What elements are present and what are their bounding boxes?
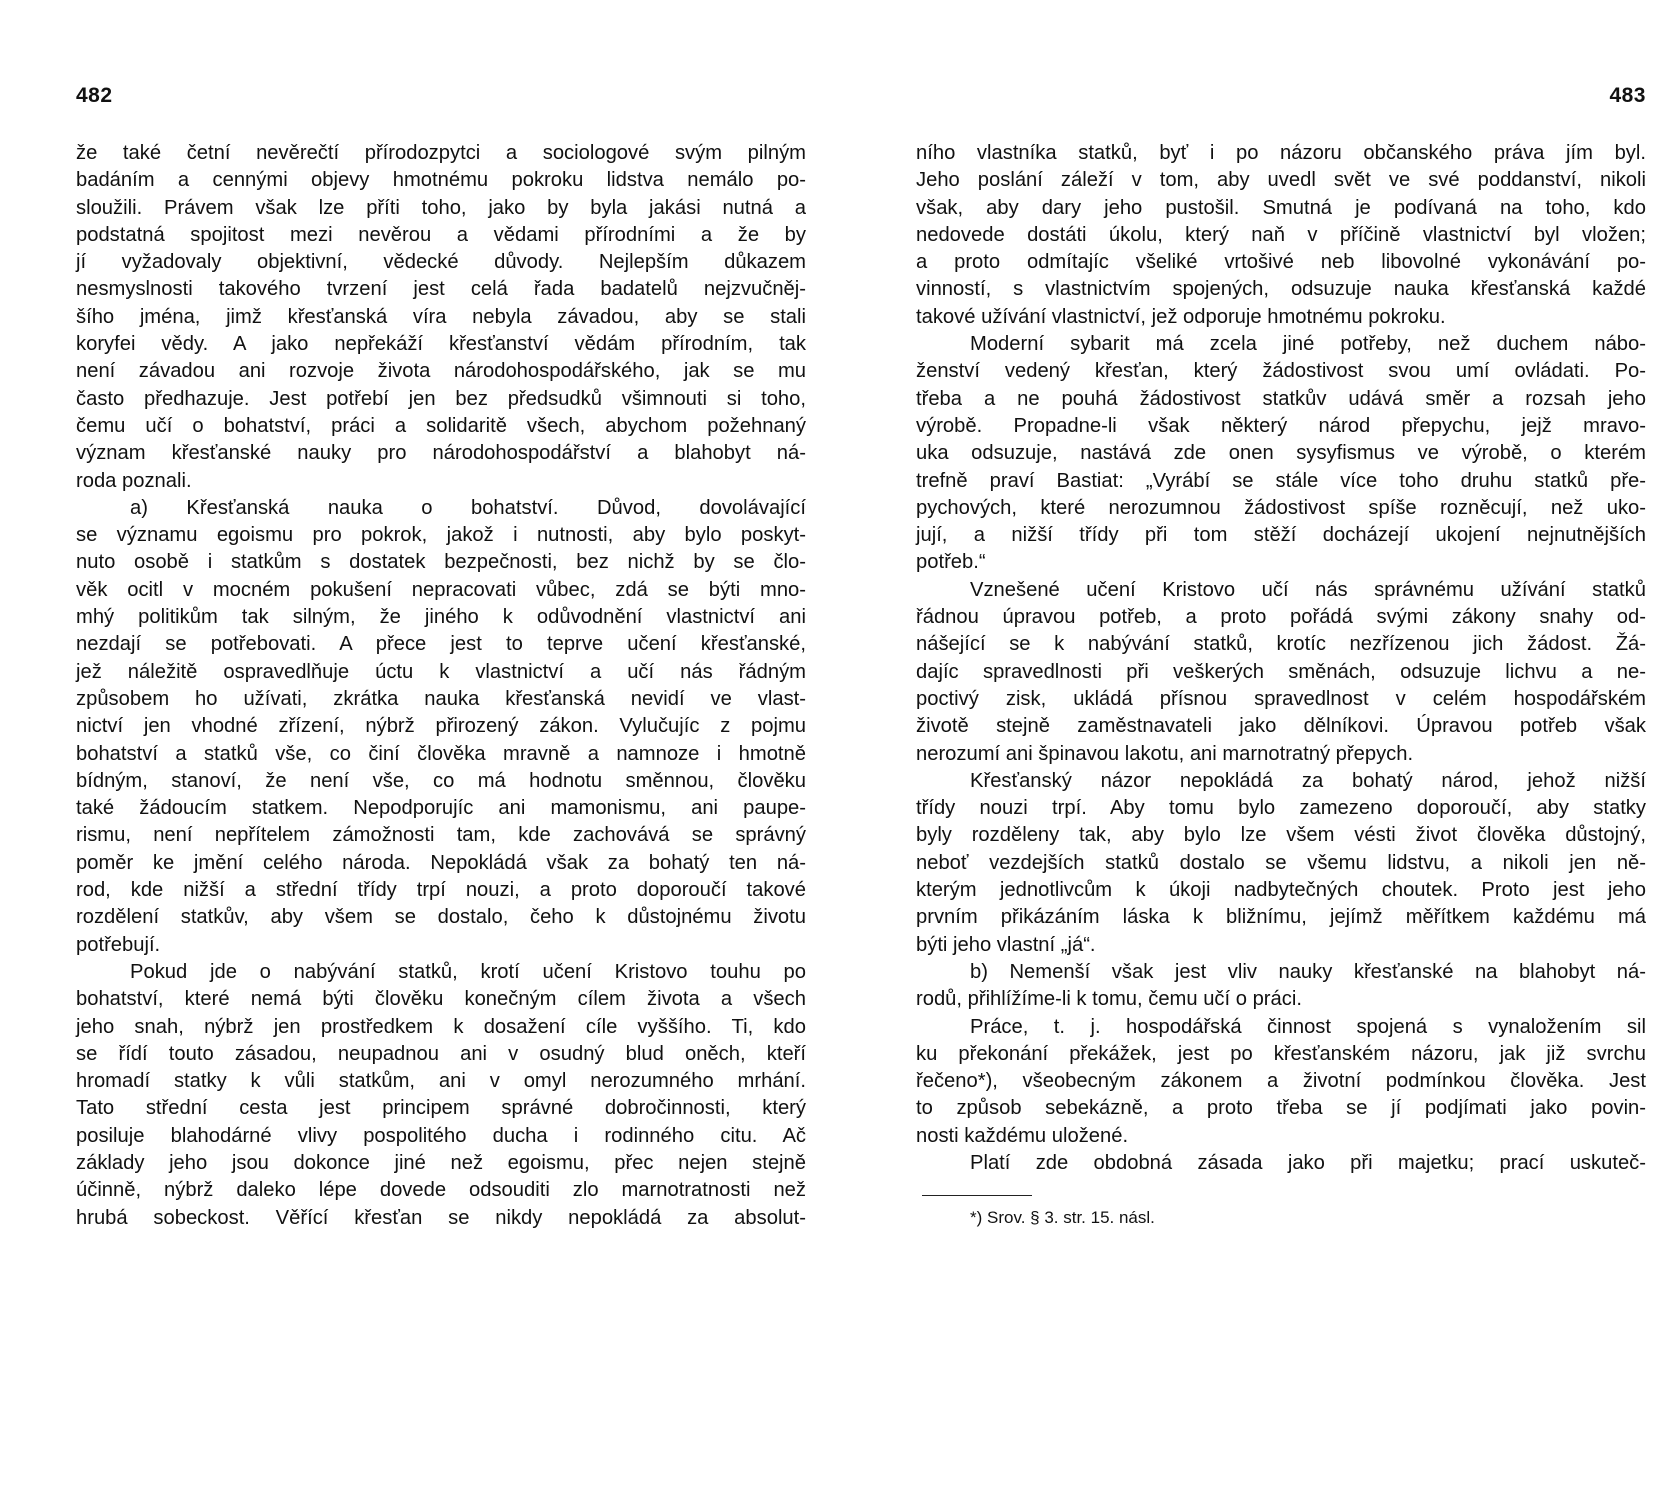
text-line: to způsob sebekázně, a proto třeba se jí podjímati jako povin-	[916, 1097, 1646, 1120]
text-line: třídy nouzi trpí. Aby tomu bylo zamezeno doporoučí, aby statky	[916, 797, 1646, 820]
text-line: význam křesťanské nauky pro národohospodářství a blahobyt ná-	[76, 442, 806, 465]
text-line: rod, kde nižší a střední třídy trpí nouzi, a proto doporoučí takové	[76, 879, 806, 902]
text-line: se řídí touto zásadou, neupadnou ani v osudný blud oněch, kteří	[76, 1042, 806, 1065]
text-line: roda poznali.	[76, 469, 192, 492]
text-line: nedovede dostáti úkolu, který naň v příčině vlastnictví byl vložen;	[916, 223, 1646, 246]
text-line: badáním a cennými objevy hmotnému pokroku lidstva nemálo po-	[76, 169, 806, 192]
text-line: věk ocitl v mocném pokušení nepracovati vůbec, zdá se býti mno-	[76, 578, 806, 601]
text-line: koryfei vědy. A jako nepřekáží křesťanství vědám přírodním, tak	[76, 333, 806, 356]
text-line: podstatná spojitost mezi nevěrou a vědami přírodními a že by	[76, 223, 806, 246]
text-line: nosti každému uložené.	[916, 1124, 1129, 1147]
text-line: se významu egoismu pro pokrok, jakož i nutnosti, aby bylo poskyt-	[76, 524, 806, 547]
text-line: hromadí statky k vůli statkům, ani v omyl nerozumného mrhání.	[76, 1070, 806, 1093]
text-line: poměr ke jmění celého národa. Nepokládá však za bohatý ten ná-	[76, 851, 806, 874]
text-line: výrobě. Propadne-li však některý národ přepychu, jejž mravo-	[916, 414, 1646, 437]
text-line: vinností, s vlastnictvím spojených, odsuzuje nauka křesťanská každé	[916, 278, 1646, 301]
text-line: není závadou ani rozvoje života národohospodářského, jak se mu	[76, 360, 806, 383]
text-line: posiluje blahodárné vlivy pospolitého ducha i rodinného citu. Ač	[76, 1124, 806, 1147]
text-line: řečeno*), všeobecným zákonem a životní podmínkou člověka. Jest	[916, 1070, 1646, 1093]
text-line: b) Nemenší však jest vliv nauky křesťanské na blahobyt ná-	[970, 960, 1646, 983]
text-line: šího jména, jimž křesťanská víra nebyla závadou, aby se stali	[76, 305, 806, 328]
text-line: Tato střední cesta jest principem správné dobročinnosti, který	[76, 1097, 806, 1120]
text-line: že také četní nevěrečtí přírodozpytci a sociologové svým pilným	[76, 142, 806, 164]
text-line: býti jeho vlastní „já“.	[916, 933, 1096, 956]
text-line: a proto odmítajíc všeliké vrtošivé neb libovolné vykonávání po-	[916, 251, 1646, 274]
text-line: nictví jen vhodné zřízení, nýbrž přirozený zákon. Vylučujíc z pojmu	[76, 715, 806, 738]
text-line: Práce, t. j. hospodářská činnost spojená s vynaložením sil	[970, 1015, 1646, 1038]
text-line: jeho snah, nýbrž jen prostředkem k dosažení cíle vyššího. Ti, kdo	[76, 1015, 806, 1038]
text-line: takové užívání vlastnictví, jež odporuje hmotnému pokroku.	[916, 305, 1446, 328]
text-line: rozdělení statkův, aby všem se dostalo, čeho k důstojnému životu	[76, 906, 806, 929]
text-line: Vznešené učení Kristovo učí nás správnému užívání statků	[970, 578, 1646, 601]
footnote: *) Srov. § 3. str. 15. násl.	[970, 1208, 1155, 1228]
text-line: hrubá sobeckost. Věřící křesťan se nikdy nepokládá za absolut-	[76, 1206, 806, 1229]
text-line: Moderní sybarit má zcela jiné potřeby, než duchem nábo-	[970, 333, 1646, 356]
text-line: Platí zde obdobná zásada jako při majetku; prací uskuteč-	[970, 1151, 1646, 1174]
text-line: byly rozděleny tak, aby bylo lze všem vésti život člověka důstojný,	[916, 824, 1646, 847]
footnote-rule	[922, 1195, 1032, 1196]
page-number: 482	[76, 84, 113, 107]
text-line: prvním přikázáním láska k bližnímu, jejímž měřítkem každému má	[916, 906, 1646, 929]
text-line: účinně, nýbrž daleko lépe dovede odsouditi zlo marnotratnosti než	[76, 1179, 806, 1202]
text-line: dajíc spravedlnosti při veškerých směnách, odsuzuje lichvu a ne-	[916, 660, 1646, 683]
page-number: 483	[1609, 84, 1646, 107]
text-line: čemu učí o bohatství, práci a solidaritě všech, abychom požehnaný	[76, 414, 806, 437]
text-line: trefně praví Bastiat: „Vyrábí se stále více toho druhu statků pře-	[916, 469, 1646, 492]
text-line: Pokud jde o nabývání statků, krotí učení Kristovo touhu po	[130, 960, 806, 983]
text-line: také žádoucím statkem. Nepodporujíc ani mamonismu, ani paupe-	[76, 797, 806, 820]
text-line: rodů, přihlížíme-li k tomu, čemu učí o práci.	[916, 988, 1302, 1011]
text-line: způsobem ho užívati, zkrátka nauka křesťanská nevidí ve vlast-	[76, 687, 806, 710]
text-line: pychových, které nerozumnou žádostivost spíše rozněcují, než uko-	[916, 496, 1646, 519]
text-line: nuto osobě i statkům s dostatek bezpečnosti, bez nichž by se člo-	[76, 551, 806, 574]
text-line: nášející se k nabývání statků, krotíc nezřízenou jich žádost. Žá-	[916, 633, 1646, 656]
left-page	[76, 0, 806, 1500]
text-line: Křesťanský názor nepokládá za bohatý národ, jehož nižší	[970, 769, 1646, 792]
text-line: poctivý zisk, ukládá přísnou spravedlnost v celém hospodářském	[916, 687, 1646, 710]
text-line: ženství vedený křesťan, který žádostivost svou umí ovládati. Po-	[916, 360, 1646, 383]
text-line: sloužili. Právem však lze příti toho, jako by byla jakási nutná a	[76, 196, 806, 219]
text-line: potřebují.	[76, 933, 161, 956]
text-line: jí vyžadovaly objektivní, vědecké důvody. Nejlepším důkazem	[76, 251, 806, 274]
text-line: však, aby dary jeho pustošil. Smutná je podívaná na toho, kdo	[916, 196, 1646, 219]
text-line: ku překonání překážek, jest po křesťanském názoru, jak již svrchu	[916, 1042, 1646, 1065]
text-line: kterým jednotlivcům k úkoji nadbytečných choutek. Proto jest jeho	[916, 879, 1646, 902]
text-line: a) Křesťanská nauka o bohatství. Důvod, dovolávající	[130, 496, 806, 519]
left-page-text	[76, 140, 806, 1232]
text-line: základy jeho jsou dokonce jiné než egoismu, přec nejen stejně	[76, 1151, 806, 1174]
right-page-text	[916, 140, 1646, 1177]
text-line: bohatství a statků vše, co činí člověka mravně a namnoze i hmotně	[76, 742, 806, 765]
text-line: nesmyslnosti takového tvrzení jest celá řada badatelů nejzvučněj-	[76, 278, 806, 301]
text-line: jež náležitě ospravedlňuje úctu k vlastnictví a učí nás řádným	[76, 660, 806, 683]
text-line: rismu, není nepřítelem zámožnosti tam, kde zachovává se správný	[76, 824, 806, 847]
text-line: potřeb.“	[916, 551, 986, 574]
text-line: nerozumí ani špinavou lakotu, ani marnotratný přepych.	[916, 742, 1414, 765]
text-line: bohatství, které nemá býti člověku konečným cílem života a všech	[76, 988, 806, 1011]
text-line: ního vlastníka statků, byť i po názoru občanského práva jím byl.	[916, 142, 1646, 164]
text-line: jují, a nižší třídy při tom stěží docházejí ukojení nejnutnějších	[916, 524, 1646, 547]
right-page	[916, 0, 1646, 1500]
text-line: třeba a ne pouhá žádostivost statkův udává směr a rozsah jeho	[916, 387, 1646, 410]
text-line: mhý politikům tak silným, že jiného k odůvodnění vlastnictví ani	[76, 606, 806, 629]
text-line: nezdají se potřebovati. A přece jest to teprve učení křesťanské,	[76, 633, 806, 656]
text-line: řádnou úpravou potřeb, a proto pořádá svými zákony snahy od-	[916, 606, 1646, 629]
text-line: Jeho poslání záleží v tom, aby uvedl svět ve své poddanství, nikoli	[916, 169, 1646, 192]
text-line: bídným, stanoví, že není vše, co má hodnotu směnnou, člověku	[76, 769, 806, 792]
text-line: životě stejně zaměstnavateli jako dělníkovi. Úpravou potřeb však	[916, 715, 1646, 738]
text-line: neboť vezdejších statků dostalo se všemu lidstvu, a nikoli jen ně-	[916, 851, 1646, 874]
text-line: často předhazuje. Jest potřebí jen bez předsudků všimnouti si toho,	[76, 387, 806, 410]
text-line: uka odsuzuje, nastává zde onen sysyfismus ve výrobě, o kterém	[916, 442, 1646, 465]
